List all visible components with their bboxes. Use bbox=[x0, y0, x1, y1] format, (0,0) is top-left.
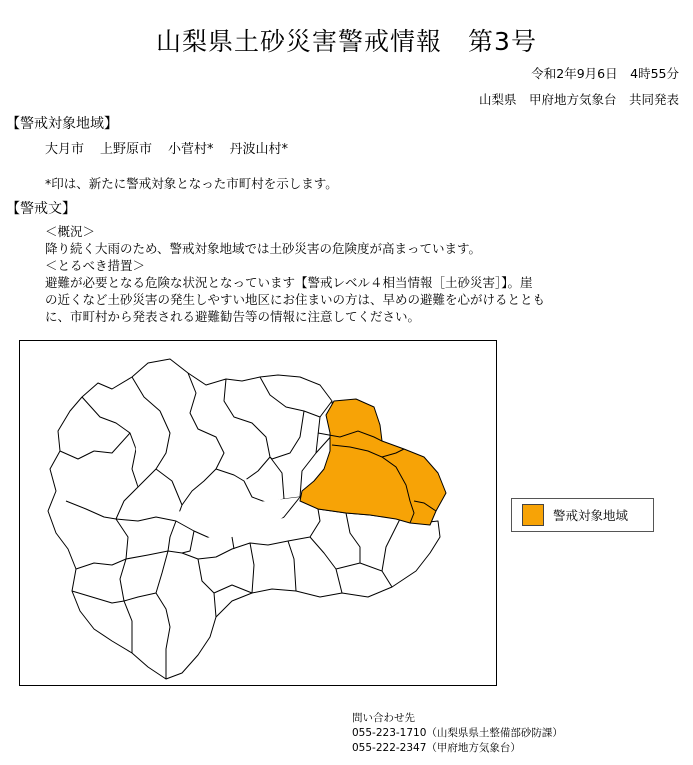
target-area-heading: 【警戒対象地域】 bbox=[6, 116, 118, 132]
map-svg bbox=[20, 341, 496, 685]
actions-text-line: に、市町村から発表される避難勧告等の情報に注意してください。 bbox=[45, 309, 421, 324]
issue-datetime: 令和2年9月6日 4時55分 bbox=[531, 66, 679, 81]
actions-text-line: 避難が必要となる危険な状況となっています【警戒レベル４相当情報［土砂災害］】。崖 bbox=[45, 275, 533, 290]
prefecture-map bbox=[19, 340, 497, 686]
contact-line: 055-222-2347（甲府地方気象台） bbox=[352, 742, 521, 754]
overview-text: 降り続く大雨のため、警戒対象地域では土砂災害の危険度が高まっています。 bbox=[45, 241, 482, 256]
municipality-item: 丹波山村* bbox=[229, 142, 289, 157]
municipality-boundaries bbox=[48, 359, 440, 679]
overview-label: ＜概況＞ bbox=[45, 224, 96, 239]
page-title: 山梨県土砂災害警戒情報 第3号 bbox=[156, 27, 537, 56]
map-legend bbox=[511, 498, 654, 532]
municipality-item: 上野原市 bbox=[100, 142, 153, 157]
municipality-item: 大月市 bbox=[45, 142, 85, 157]
municipality-list bbox=[45, 138, 288, 157]
actions-label: ＜とるべき措置＞ bbox=[45, 258, 146, 273]
contact-heading: 問い合わせ先 bbox=[352, 712, 415, 724]
legend-label: 警戒対象地域 bbox=[553, 508, 629, 523]
contact-line: 055-223-1710（山梨県県土整備部砂防課） bbox=[352, 727, 563, 739]
issuer: 山梨県 甲府地方気象台 共同発表 bbox=[478, 92, 679, 107]
new-target-note: *印は、新たに警戒対象となった市町村を示します。 bbox=[45, 176, 338, 191]
municipality-item: 小菅村* bbox=[168, 142, 214, 157]
warning-text-heading: 【警戒文】 bbox=[6, 201, 76, 217]
actions-text-line: の近くなど土砂災害の発生しやすい地区にお住まいの方は、早めの避難を心がけるととも bbox=[45, 292, 546, 307]
legend-swatch bbox=[522, 504, 544, 526]
